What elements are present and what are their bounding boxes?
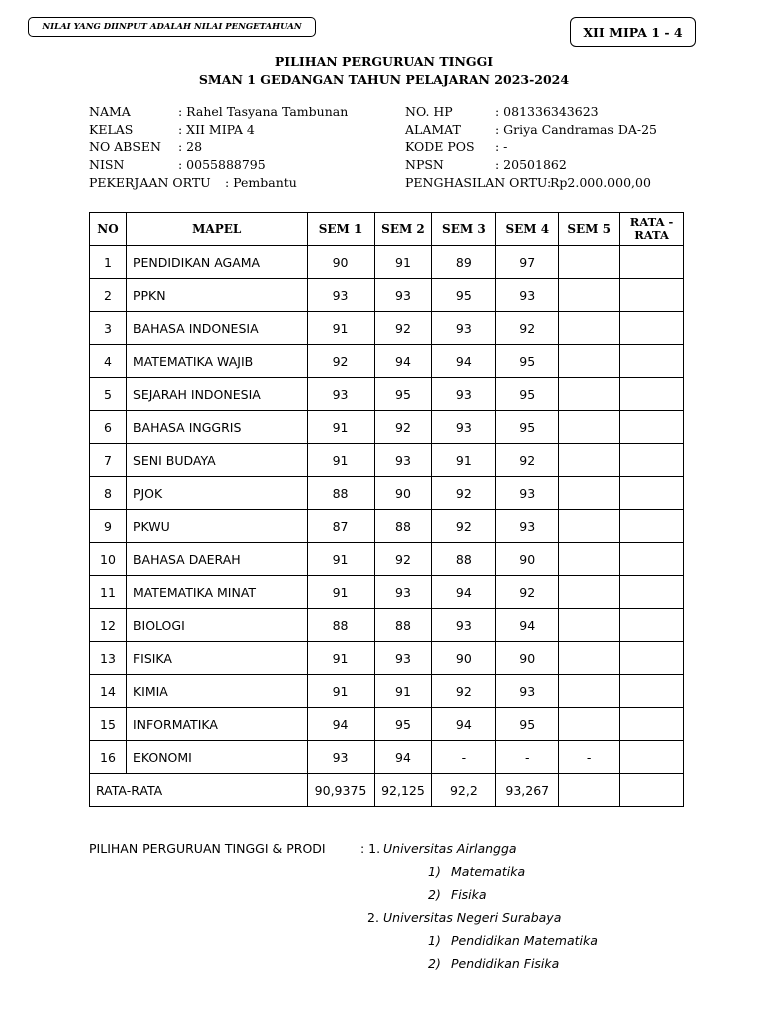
- table-row: [90, 642, 684, 675]
- sem2-score: 93: [374, 444, 432, 477]
- table-header-row: [90, 213, 684, 246]
- choice-1-prodi-2-number: 2): [428, 887, 441, 902]
- subject-name: INFORMATIKA: [126, 708, 307, 741]
- sem4-score: 93: [496, 279, 559, 312]
- sem3-score: 89: [432, 246, 496, 279]
- table-row: [90, 477, 684, 510]
- sem1-score: 91: [307, 411, 374, 444]
- choice-2-university: Universitas Negeri Surabaya: [383, 910, 562, 925]
- row-number: 12: [90, 609, 127, 642]
- sem3-score: -: [432, 741, 496, 774]
- header-sem3: SEM 3: [432, 213, 496, 246]
- sem1-score: 93: [307, 279, 374, 312]
- table-row: [90, 708, 684, 741]
- rata-rata-score: [620, 246, 684, 279]
- choice-2-number: 2.: [367, 910, 379, 925]
- sem4-score: 92: [496, 444, 559, 477]
- average-sem4: 93,267: [496, 774, 559, 807]
- sem3-score: 93: [432, 411, 496, 444]
- sem4-score: 90: [496, 642, 559, 675]
- sem5-score: [559, 279, 620, 312]
- row-number: 10: [90, 543, 127, 576]
- rata-rata-score: [620, 642, 684, 675]
- header-rata-line1: RATA -: [629, 215, 674, 229]
- sem5-score: [559, 312, 620, 345]
- subject-name: PPKN: [126, 279, 307, 312]
- nisn-value: : 0055888795: [178, 157, 266, 172]
- header-rata-line2: RATA: [634, 228, 669, 242]
- grades-table: [89, 212, 684, 807]
- average-label: RATA-RATA: [90, 774, 308, 807]
- sem2-score: 92: [374, 312, 432, 345]
- sem5-score: [559, 411, 620, 444]
- sem1-score: 91: [307, 444, 374, 477]
- sem1-score: 88: [307, 477, 374, 510]
- header-sem5: SEM 5: [559, 213, 620, 246]
- row-number: 5: [90, 378, 127, 411]
- kelas-value: : XII MIPA 4: [178, 122, 255, 137]
- rata-rata-score: [620, 510, 684, 543]
- sem2-score: 90: [374, 477, 432, 510]
- subject-name: MATEMATIKA WAJIB: [126, 345, 307, 378]
- row-number: 15: [90, 708, 127, 741]
- penghasilan-value: Rp2.000.000,00: [550, 175, 651, 190]
- note-banner: NILAI YANG DIINPUT ADALAH NILAI PENGETAHUAN: [28, 17, 316, 37]
- sem4-score: 92: [496, 312, 559, 345]
- rata-rata-score: [620, 411, 684, 444]
- sem2-score: 91: [374, 246, 432, 279]
- sem3-score: 94: [432, 576, 496, 609]
- class-badge: XII MIPA 1 - 4: [570, 17, 696, 47]
- sem4-score: 95: [496, 708, 559, 741]
- rata-rata-score: [620, 378, 684, 411]
- rata-rata-score: [620, 576, 684, 609]
- sem2-score: 88: [374, 510, 432, 543]
- hp-value: : 081336343623: [495, 104, 599, 119]
- table-row: [90, 444, 684, 477]
- page-subtitle: SMAN 1 GEDANGAN TAHUN PELAJARAN 2023-2024: [198, 72, 570, 87]
- sem5-score: [559, 477, 620, 510]
- sem1-score: 92: [307, 345, 374, 378]
- sem5-score: [559, 345, 620, 378]
- row-number: 13: [90, 642, 127, 675]
- header-sem2: SEM 2: [374, 213, 432, 246]
- sem5-score: -: [559, 741, 620, 774]
- sem5-score: [559, 444, 620, 477]
- sem2-score: 91: [374, 675, 432, 708]
- row-number: 6: [90, 411, 127, 444]
- average-sem1: 90,9375: [307, 774, 374, 807]
- rata-rata-score: [620, 279, 684, 312]
- rata-rata-score: [620, 609, 684, 642]
- average-sem3: 92,2: [432, 774, 496, 807]
- sem1-score: 93: [307, 378, 374, 411]
- page-title: PILIHAN PERGURUAN TINGGI: [274, 54, 494, 69]
- sem2-score: 95: [374, 708, 432, 741]
- table-row: [90, 378, 684, 411]
- absen-label: NO ABSEN: [89, 139, 161, 154]
- row-number: 2: [90, 279, 127, 312]
- sem4-score: 95: [496, 378, 559, 411]
- kelas-label: KELAS: [89, 122, 134, 137]
- nama-label: NAMA: [89, 104, 131, 119]
- subject-name: EKONOMI: [126, 741, 307, 774]
- sem1-score: 87: [307, 510, 374, 543]
- sem3-score: 91: [432, 444, 496, 477]
- table-row: [90, 345, 684, 378]
- penghasilan-label: PENGHASILAN ORTU:: [405, 175, 552, 190]
- kodepos-value: : -: [495, 139, 508, 154]
- sem3-score: 92: [432, 510, 496, 543]
- row-number: 14: [90, 675, 127, 708]
- sem1-score: 91: [307, 675, 374, 708]
- row-number: 1: [90, 246, 127, 279]
- sem2-score: 93: [374, 576, 432, 609]
- sem2-score: 92: [374, 411, 432, 444]
- sem5-score: [559, 378, 620, 411]
- sem4-score: 93: [496, 510, 559, 543]
- sem2-score: 94: [374, 741, 432, 774]
- table-row: [90, 576, 684, 609]
- average-rata: [620, 774, 684, 807]
- sem2-score: 88: [374, 609, 432, 642]
- sem5-score: [559, 510, 620, 543]
- rata-rata-score: [620, 312, 684, 345]
- rata-rata-score: [620, 708, 684, 741]
- sem5-score: [559, 543, 620, 576]
- kodepos-label: KODE POS: [405, 139, 475, 154]
- choice-1-prodi-1: Matematika: [451, 864, 526, 879]
- sem5-score: [559, 675, 620, 708]
- subject-name: MATEMATIKA MINAT: [126, 576, 307, 609]
- choice-1-number: : 1.: [360, 841, 381, 856]
- sem4-score: 93: [496, 675, 559, 708]
- subject-name: FISIKA: [126, 642, 307, 675]
- table-row: [90, 675, 684, 708]
- nama-value: : Rahel Tasyana Tambunan: [178, 104, 349, 119]
- subject-name: PENDIDIKAN AGAMA: [126, 246, 307, 279]
- sem2-score: 92: [374, 543, 432, 576]
- header-sem4: SEM 4: [496, 213, 559, 246]
- sem1-score: 90: [307, 246, 374, 279]
- rata-rata-score: [620, 675, 684, 708]
- hp-label: NO. HP: [405, 104, 453, 119]
- header-no: NO: [90, 213, 127, 246]
- row-number: 7: [90, 444, 127, 477]
- sem5-score: [559, 576, 620, 609]
- npsn-label: NPSN: [405, 157, 444, 172]
- subject-name: SEJARAH INDONESIA: [126, 378, 307, 411]
- header-mapel: MAPEL: [126, 213, 307, 246]
- subject-name: SENI BUDAYA: [126, 444, 307, 477]
- sem4-score: -: [496, 741, 559, 774]
- subject-name: BAHASA INGGRIS: [126, 411, 307, 444]
- choice-1-prodi-1-number: 1): [428, 864, 441, 879]
- sem4-score: 97: [496, 246, 559, 279]
- sem5-score: [559, 642, 620, 675]
- rata-rata-score: [620, 741, 684, 774]
- sem3-score: 94: [432, 345, 496, 378]
- row-number: 11: [90, 576, 127, 609]
- sem5-score: [559, 708, 620, 741]
- sem4-score: 92: [496, 576, 559, 609]
- choices-label: PILIHAN PERGURUAN TINGGI & PRODI: [89, 841, 326, 856]
- subject-name: BAHASA DAERAH: [126, 543, 307, 576]
- alamat-value: : Griya Candramas DA-25: [495, 122, 657, 137]
- average-sem5: [559, 774, 620, 807]
- sem1-score: 91: [307, 642, 374, 675]
- absen-value: : 28: [178, 139, 203, 154]
- sem4-score: 90: [496, 543, 559, 576]
- sem4-score: 94: [496, 609, 559, 642]
- sem2-score: 94: [374, 345, 432, 378]
- average-sem2: 92,125: [374, 774, 432, 807]
- sem3-score: 90: [432, 642, 496, 675]
- subject-name: PKWU: [126, 510, 307, 543]
- row-number: 9: [90, 510, 127, 543]
- pekerjaan-value: : Pembantu: [225, 175, 297, 190]
- rata-rata-score: [620, 477, 684, 510]
- sem5-score: [559, 246, 620, 279]
- header-sem1: SEM 1: [307, 213, 374, 246]
- rata-rata-score: [620, 543, 684, 576]
- table-row: [90, 741, 684, 774]
- row-number: 8: [90, 477, 127, 510]
- sem3-score: 92: [432, 675, 496, 708]
- sem3-score: 94: [432, 708, 496, 741]
- sem3-score: 93: [432, 312, 496, 345]
- choice-2-prodi-2: Pendidikan Fisika: [451, 956, 560, 971]
- sem1-score: 93: [307, 741, 374, 774]
- choice-2-prodi-1-number: 1): [428, 933, 441, 948]
- sem1-score: 94: [307, 708, 374, 741]
- table-row: [90, 411, 684, 444]
- sem3-score: 88: [432, 543, 496, 576]
- sem3-score: 93: [432, 609, 496, 642]
- sem2-score: 93: [374, 279, 432, 312]
- npsn-value: : 20501862: [495, 157, 567, 172]
- sem1-score: 91: [307, 576, 374, 609]
- choice-1-prodi-2: Fisika: [451, 887, 487, 902]
- sem3-score: 93: [432, 378, 496, 411]
- table-row: [90, 609, 684, 642]
- sem1-score: 91: [307, 543, 374, 576]
- sem3-score: 95: [432, 279, 496, 312]
- nisn-label: NISN: [89, 157, 125, 172]
- row-number: 16: [90, 741, 127, 774]
- choice-2-prodi-2-number: 2): [428, 956, 441, 971]
- alamat-label: ALAMAT: [405, 122, 461, 137]
- choice-2-prodi-1: Pendidikan Matematika: [451, 933, 598, 948]
- table-row: [90, 246, 684, 279]
- sem2-score: 93: [374, 642, 432, 675]
- sem5-score: [559, 609, 620, 642]
- header-rata-rata: [620, 213, 684, 246]
- sem4-score: 93: [496, 477, 559, 510]
- subject-name: BAHASA INDONESIA: [126, 312, 307, 345]
- subject-name: PJOK: [126, 477, 307, 510]
- sem4-score: 95: [496, 345, 559, 378]
- table-row: [90, 312, 684, 345]
- table-row: [90, 279, 684, 312]
- pekerjaan-label: PEKERJAAN ORTU: [89, 175, 211, 190]
- subject-name: BIOLOGI: [126, 609, 307, 642]
- row-number: 4: [90, 345, 127, 378]
- choice-1-university: Universitas Airlangga: [383, 841, 517, 856]
- table-row: [90, 543, 684, 576]
- average-row: [90, 774, 684, 807]
- subject-name: KIMIA: [126, 675, 307, 708]
- rata-rata-score: [620, 444, 684, 477]
- sem3-score: 92: [432, 477, 496, 510]
- sem4-score: 95: [496, 411, 559, 444]
- sem2-score: 95: [374, 378, 432, 411]
- sem1-score: 88: [307, 609, 374, 642]
- row-number: 3: [90, 312, 127, 345]
- table-row: [90, 510, 684, 543]
- sem1-score: 91: [307, 312, 374, 345]
- rata-rata-score: [620, 345, 684, 378]
